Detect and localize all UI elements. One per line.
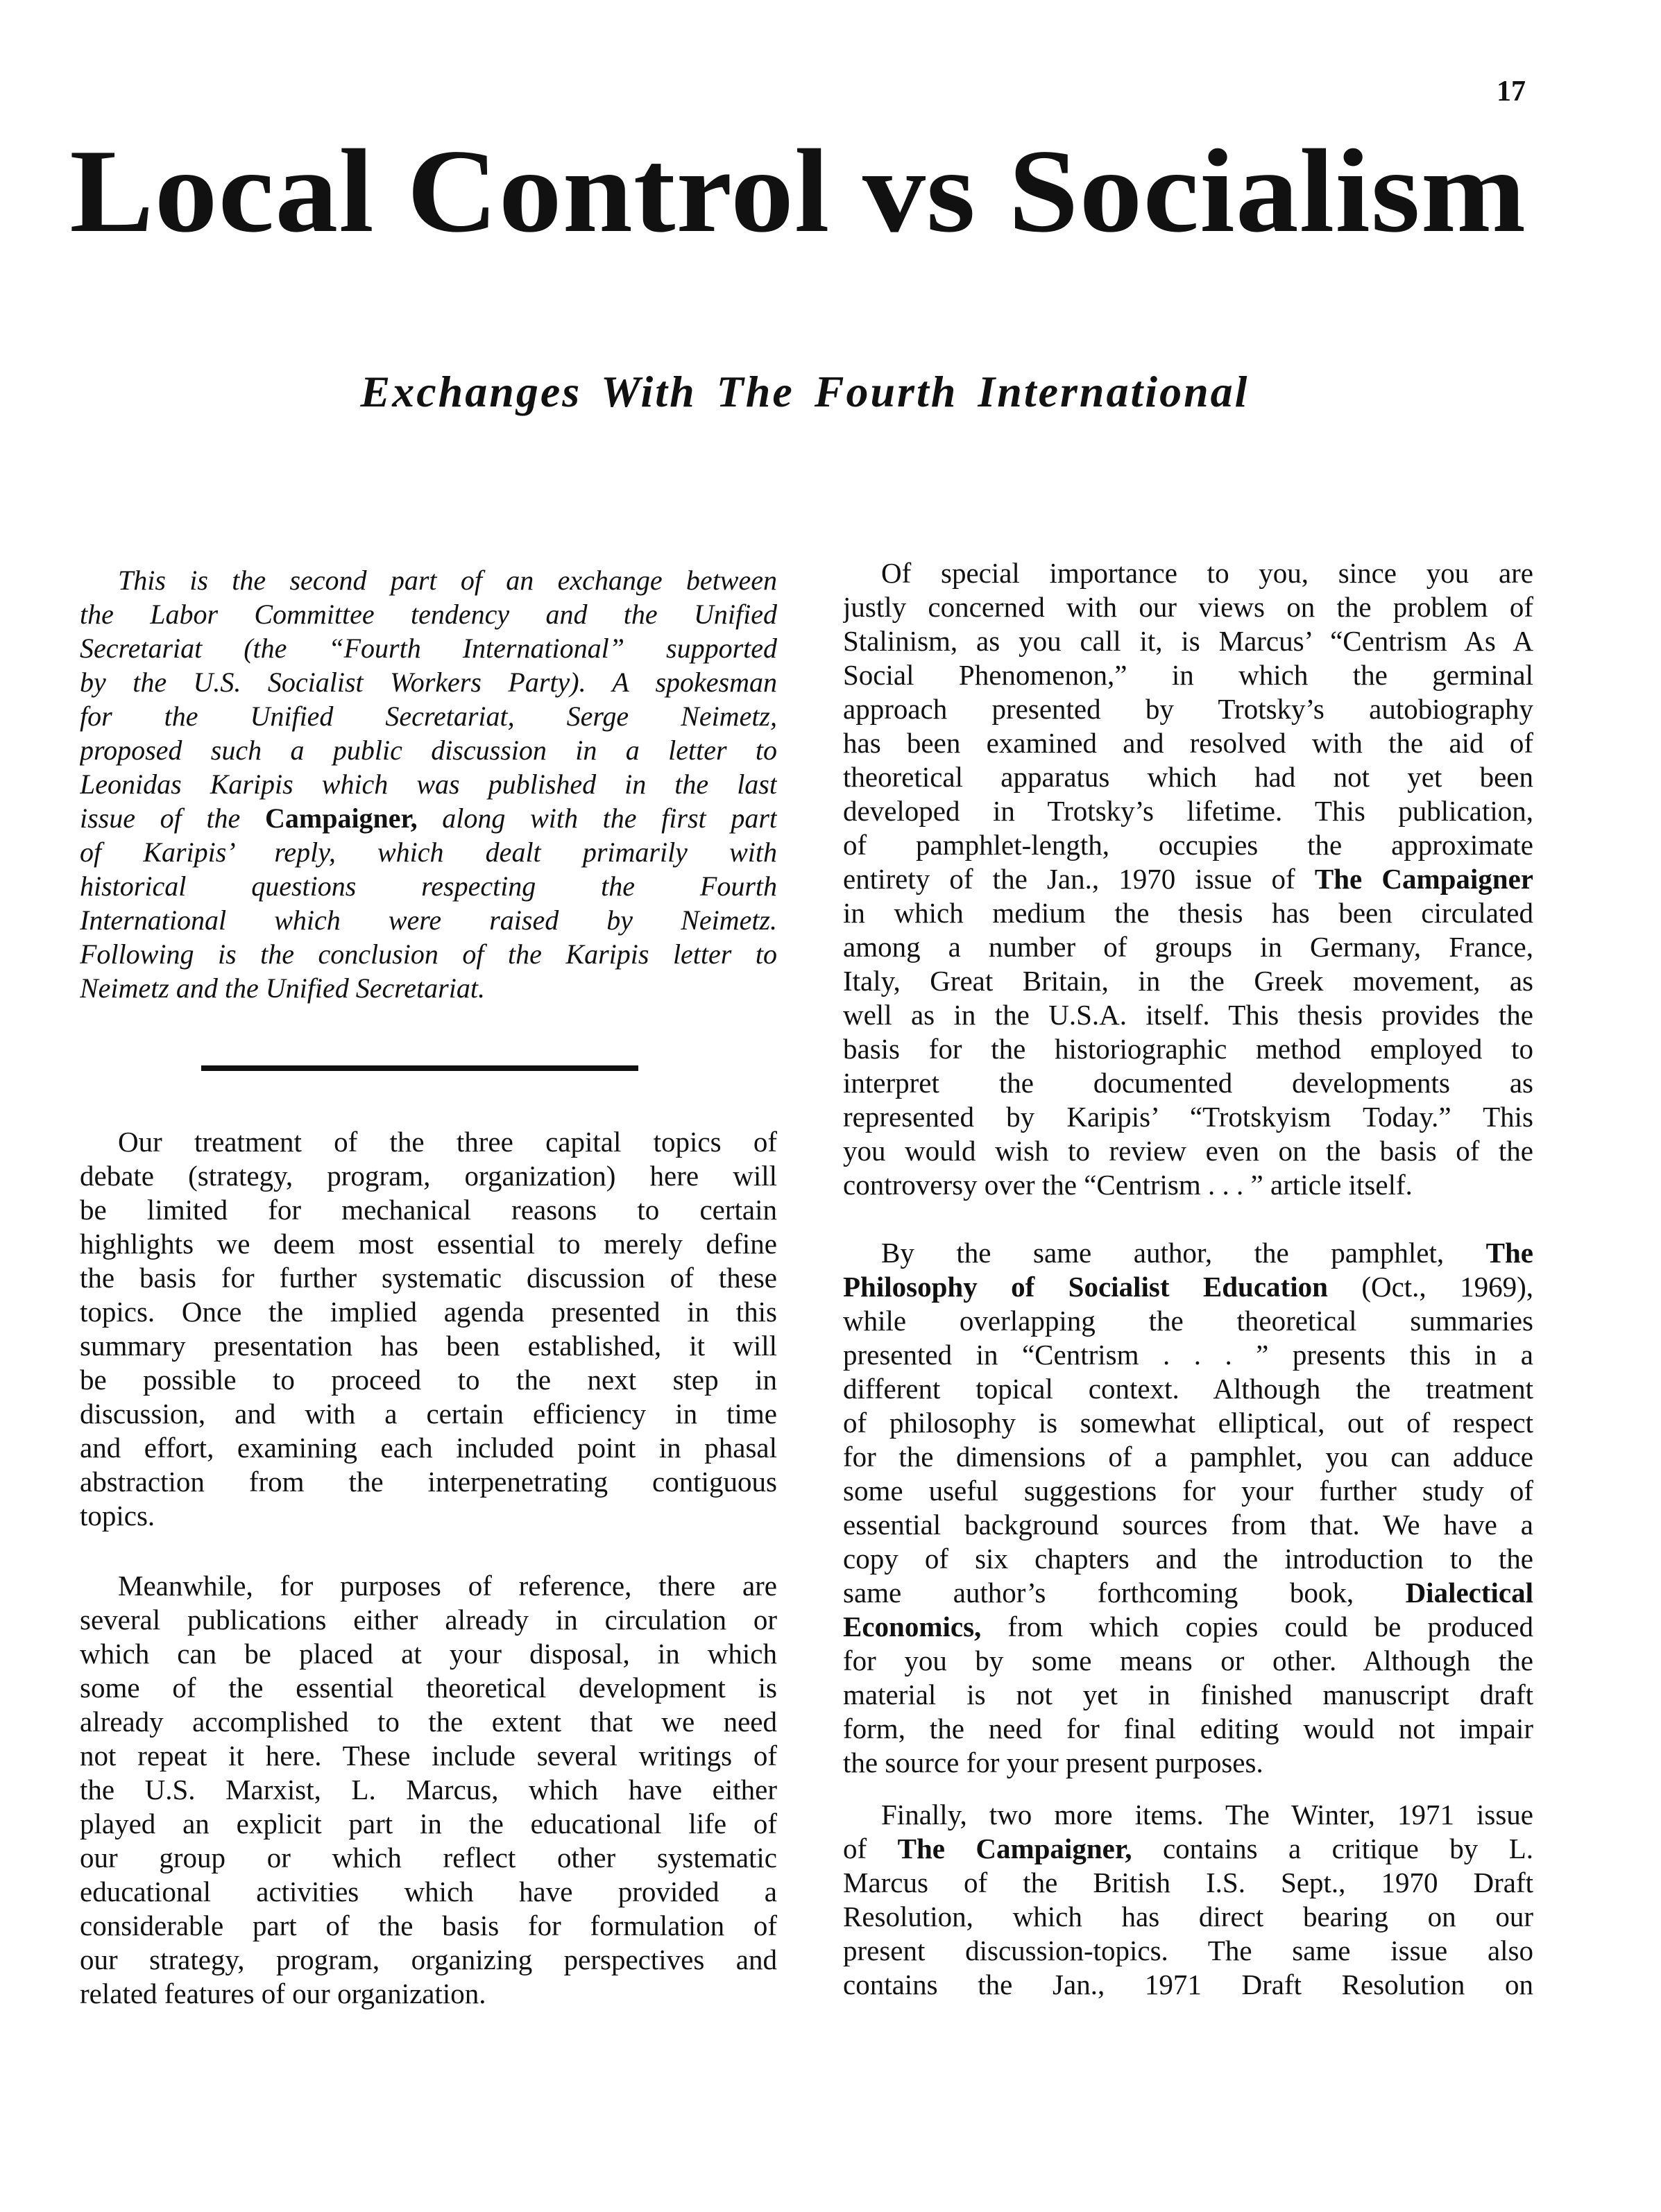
text-segment: controversy over the “Centrism . . . ” article itself. bbox=[843, 1169, 1413, 1201]
text-line bbox=[80, 1431, 777, 1465]
text-line bbox=[843, 1066, 1533, 1100]
text-segment: Finally, two more items. The Winter, 1971 issue bbox=[881, 1799, 1533, 1831]
text-segment: contains a critique by L. bbox=[1132, 1833, 1533, 1864]
text-segment: Our treatment of the three capital topics of bbox=[118, 1126, 777, 1158]
text-segment: and effort, examining each included point in phasal bbox=[80, 1432, 777, 1464]
text-segment: debate (strategy, program, organization) here will bbox=[80, 1160, 777, 1192]
text-segment: you would wish to review even on the basis of the bbox=[843, 1135, 1533, 1167]
bold-title-text: The Campaigner bbox=[1314, 863, 1533, 895]
article-subtitle: Exchanges With The Fourth International bbox=[360, 367, 1250, 416]
text-line bbox=[843, 1900, 1533, 1934]
text-segment: represented by Karipis’ “Trotskyism Today.” This bbox=[843, 1101, 1533, 1133]
text-line bbox=[843, 1678, 1533, 1712]
text-segment: This is the second part of an exchange between bbox=[118, 565, 777, 596]
text-line bbox=[80, 1363, 777, 1397]
text-segment: which can be placed at your disposal, in which bbox=[80, 1638, 777, 1670]
text-line bbox=[80, 665, 777, 699]
text-line bbox=[843, 1866, 1533, 1900]
text-line bbox=[80, 903, 777, 937]
text-segment: summary presentation has been established, it will bbox=[80, 1330, 777, 1362]
text-line bbox=[843, 1304, 1533, 1338]
text-line bbox=[843, 1576, 1533, 1610]
text-segment: present discussion-topics. The same issue also bbox=[843, 1935, 1533, 1966]
page-number: 17 bbox=[1497, 76, 1526, 108]
text-line bbox=[843, 1440, 1533, 1474]
text-line bbox=[80, 1671, 777, 1705]
text-segment: already accomplished to the extent that we need bbox=[80, 1706, 777, 1738]
text-segment: essential background sources from that. We have a bbox=[843, 1509, 1533, 1541]
text-line bbox=[80, 699, 777, 733]
body-paragraph bbox=[80, 1125, 777, 1533]
text-line bbox=[843, 930, 1533, 964]
bold-title-text: The Campaigner, bbox=[897, 1833, 1132, 1864]
text-line bbox=[843, 1968, 1533, 2002]
text-line bbox=[80, 1193, 777, 1227]
text-segment: Neimetz and the Unified Secretariat. bbox=[80, 972, 485, 1004]
text-segment: in which medium the thesis has been circulated bbox=[843, 897, 1533, 929]
bold-title-text: The bbox=[1485, 1237, 1533, 1269]
text-segment: topics. Once the implied agenda presented in this bbox=[80, 1296, 777, 1328]
text-line bbox=[843, 692, 1533, 726]
text-line bbox=[80, 1397, 777, 1431]
text-line bbox=[843, 1406, 1533, 1440]
text-segment: approach presented by Trotsky’s autobiography bbox=[843, 693, 1533, 725]
text-segment: theoretical apparatus which had not yet been bbox=[843, 761, 1533, 793]
text-line bbox=[80, 1705, 777, 1739]
bold-title-text: Economics, bbox=[843, 1611, 982, 1643]
text-segment: for the Unified Secretariat, Serge Neimetz, bbox=[80, 701, 777, 732]
text-segment: the U.S. Marxist, L. Marcus, which have either bbox=[80, 1774, 777, 1806]
text-line bbox=[843, 1644, 1533, 1678]
text-segment: discussion, and with a certain efficiency in time bbox=[80, 1398, 777, 1430]
text-line bbox=[80, 937, 777, 971]
text-segment: Social Phenomenon,” in which the germinal bbox=[843, 659, 1533, 691]
text-line bbox=[843, 862, 1533, 896]
text-segment: Italy, Great Britain, in the Greek movement, as bbox=[843, 965, 1533, 997]
text-segment: of pamphlet-length, occupies the approximate bbox=[843, 829, 1533, 861]
text-segment: entirety of the Jan., 1970 issue of bbox=[843, 863, 1315, 895]
text-segment: our group or which reflect other systematic bbox=[80, 1842, 777, 1874]
text-line bbox=[843, 896, 1533, 930]
text-segment: by the U.S. Socialist Workers Party). A spokesman bbox=[80, 667, 777, 698]
text-segment: well as in the U.S.A. itself. This thesis provides the bbox=[843, 999, 1533, 1031]
text-segment: related features of our organization. bbox=[80, 1978, 486, 2009]
text-segment: Leonidas Karipis which was published in the last bbox=[80, 769, 777, 800]
text-line bbox=[843, 828, 1533, 862]
text-segment: Secretariat (the “Fourth International” supported bbox=[80, 633, 777, 664]
text-segment: proposed such a public discussion in a letter to bbox=[80, 735, 777, 766]
section-divider bbox=[201, 1065, 638, 1071]
text-segment: (Oct., 1969), bbox=[1327, 1271, 1533, 1303]
text-line bbox=[843, 1746, 1533, 1780]
text-segment: from which copies could be produced bbox=[981, 1611, 1533, 1643]
text-line bbox=[843, 726, 1533, 760]
bold-title-text: Dialectical bbox=[1405, 1577, 1533, 1609]
text-line bbox=[843, 556, 1533, 590]
text-line bbox=[843, 1798, 1533, 1832]
text-segment: considerable part of the basis for formulation of bbox=[80, 1910, 777, 1941]
text-line bbox=[80, 1125, 777, 1159]
text-segment: several publications either already in circulation or bbox=[80, 1604, 777, 1636]
text-line bbox=[843, 794, 1533, 828]
text-segment: historical questions respecting the Fourth bbox=[80, 871, 777, 902]
text-segment: some useful suggestions for your further study of bbox=[843, 1475, 1533, 1507]
text-segment: justly concerned with our views on the problem of bbox=[843, 591, 1533, 623]
text-line bbox=[80, 1841, 777, 1875]
text-segment: be limited for mechanical reasons to certain bbox=[80, 1194, 777, 1226]
text-segment: Resolution, which has direct bearing on our bbox=[843, 1901, 1533, 1932]
text-segment: among a number of groups in Germany, France, bbox=[843, 931, 1533, 963]
text-segment: educational activities which have provided a bbox=[80, 1876, 777, 1907]
text-segment: By the same author, the pamphlet, bbox=[881, 1237, 1486, 1269]
body-paragraph bbox=[843, 1236, 1533, 1780]
text-segment: International which were raised by Neimetz. bbox=[80, 904, 777, 936]
text-line bbox=[80, 1739, 777, 1773]
text-segment: presented in “Centrism . . . ” presents this in a bbox=[843, 1339, 1533, 1371]
text-line bbox=[843, 1610, 1533, 1644]
text-line bbox=[843, 1270, 1533, 1304]
editorial-intro bbox=[80, 563, 777, 1005]
text-line bbox=[843, 1236, 1533, 1270]
text-line bbox=[843, 1168, 1533, 1202]
text-line bbox=[843, 658, 1533, 692]
text-segment: highlights we deem most essential to merely define bbox=[80, 1228, 777, 1260]
text-line bbox=[80, 1875, 777, 1909]
text-segment: topics. bbox=[80, 1500, 155, 1532]
text-line bbox=[80, 1159, 777, 1193]
bold-title-text: Campaigner, bbox=[264, 803, 418, 834]
text-line bbox=[80, 1295, 777, 1329]
text-segment: material is not yet in finished manuscript draft bbox=[843, 1679, 1533, 1711]
text-segment: Marcus of the British I.S. Sept., 1970 Draft bbox=[843, 1867, 1533, 1898]
text-segment: issue of the bbox=[80, 803, 265, 834]
text-segment: different topical context. Although the treatment bbox=[843, 1373, 1533, 1405]
text-segment: Following is the conclusion of the Karipis letter to bbox=[80, 938, 777, 970]
text-segment: of Karipis’ reply, which dealt primarily with bbox=[80, 837, 777, 868]
text-line bbox=[843, 1100, 1533, 1134]
bold-title-text: Philosophy of Socialist Education bbox=[843, 1271, 1328, 1303]
text-segment: the source for your present purposes. bbox=[843, 1747, 1263, 1778]
text-line bbox=[843, 1338, 1533, 1372]
body-paragraph bbox=[843, 556, 1533, 1202]
text-segment: for the dimensions of a pamphlet, you can adduce bbox=[843, 1441, 1533, 1473]
text-line bbox=[80, 1637, 777, 1671]
text-segment: our strategy, program, organizing perspectives and bbox=[80, 1944, 777, 1975]
text-segment: played an explicit part in the educational life of bbox=[80, 1808, 777, 1840]
text-line bbox=[80, 1603, 777, 1637]
text-line bbox=[843, 1134, 1533, 1168]
text-segment: Meanwhile, for purposes of reference, there are bbox=[118, 1570, 777, 1602]
text-segment: of bbox=[843, 1833, 898, 1864]
text-line bbox=[843, 1032, 1533, 1066]
text-segment: the Labor Committee tendency and the Unified bbox=[80, 599, 777, 630]
text-line bbox=[80, 597, 777, 631]
text-line bbox=[80, 1943, 777, 1977]
text-line bbox=[843, 1508, 1533, 1542]
text-segment: same author’s forthcoming book, bbox=[843, 1577, 1406, 1609]
text-segment: for you by some means or other. Although the bbox=[843, 1645, 1533, 1677]
text-line bbox=[80, 1807, 777, 1841]
text-line bbox=[80, 1261, 777, 1295]
text-segment: developed in Trotsky’s lifetime. This publication, bbox=[843, 795, 1533, 827]
text-line bbox=[843, 964, 1533, 998]
text-segment: the basis for further systematic discussion of these bbox=[80, 1262, 777, 1294]
text-line bbox=[843, 1934, 1533, 1968]
text-line bbox=[843, 624, 1533, 658]
text-segment: some of the essential theoretical development is bbox=[80, 1672, 777, 1704]
text-segment: Of special importance to you, since you are bbox=[881, 557, 1533, 589]
text-line bbox=[843, 760, 1533, 794]
text-line bbox=[80, 1773, 777, 1807]
text-segment: copy of six chapters and the introduction to the bbox=[843, 1543, 1533, 1575]
text-line bbox=[843, 998, 1533, 1032]
text-segment: of philosophy is somewhat elliptical, out of respect bbox=[843, 1407, 1533, 1439]
article-title: Local Control vs Socialism bbox=[69, 126, 1526, 257]
text-segment: be possible to proceed to the next step in bbox=[80, 1364, 777, 1396]
body-paragraph bbox=[80, 1569, 777, 2011]
text-line bbox=[80, 1227, 777, 1261]
text-line bbox=[80, 869, 777, 903]
text-segment: has been examined and resolved with the aid of bbox=[843, 727, 1533, 759]
text-line bbox=[843, 590, 1533, 624]
text-line bbox=[80, 835, 777, 869]
text-segment: form, the need for final editing would not impair bbox=[843, 1713, 1533, 1744]
text-line bbox=[843, 1832, 1533, 1866]
text-line bbox=[80, 1569, 777, 1603]
text-segment: basis for the historiographic method employed to bbox=[843, 1033, 1533, 1065]
text-line bbox=[80, 971, 777, 1005]
body-paragraph bbox=[843, 1798, 1533, 2002]
text-line bbox=[80, 563, 777, 597]
text-segment: not repeat it here. These include several writings of bbox=[80, 1740, 777, 1772]
text-line bbox=[80, 1909, 777, 1943]
text-line bbox=[80, 631, 777, 665]
text-segment: contains the Jan., 1971 Draft Resolution on bbox=[843, 1969, 1533, 2000]
text-line bbox=[80, 1465, 777, 1499]
text-line bbox=[80, 733, 777, 767]
text-line bbox=[80, 767, 777, 801]
text-line bbox=[80, 1329, 777, 1363]
text-segment: interpret the documented developments as bbox=[843, 1067, 1533, 1099]
text-segment: abstraction from the interpenetrating contiguous bbox=[80, 1466, 777, 1498]
text-segment: Stalinism, as you call it, is Marcus’ “Centrism As A bbox=[843, 625, 1533, 657]
text-line bbox=[843, 1372, 1533, 1406]
text-line bbox=[80, 1977, 777, 2011]
text-line bbox=[80, 801, 777, 835]
text-segment: along with the first part bbox=[417, 803, 777, 834]
text-line bbox=[80, 1499, 777, 1533]
text-segment: while overlapping the theoretical summaries bbox=[843, 1305, 1533, 1337]
text-line bbox=[843, 1712, 1533, 1746]
text-line bbox=[843, 1542, 1533, 1576]
text-line bbox=[843, 1474, 1533, 1508]
